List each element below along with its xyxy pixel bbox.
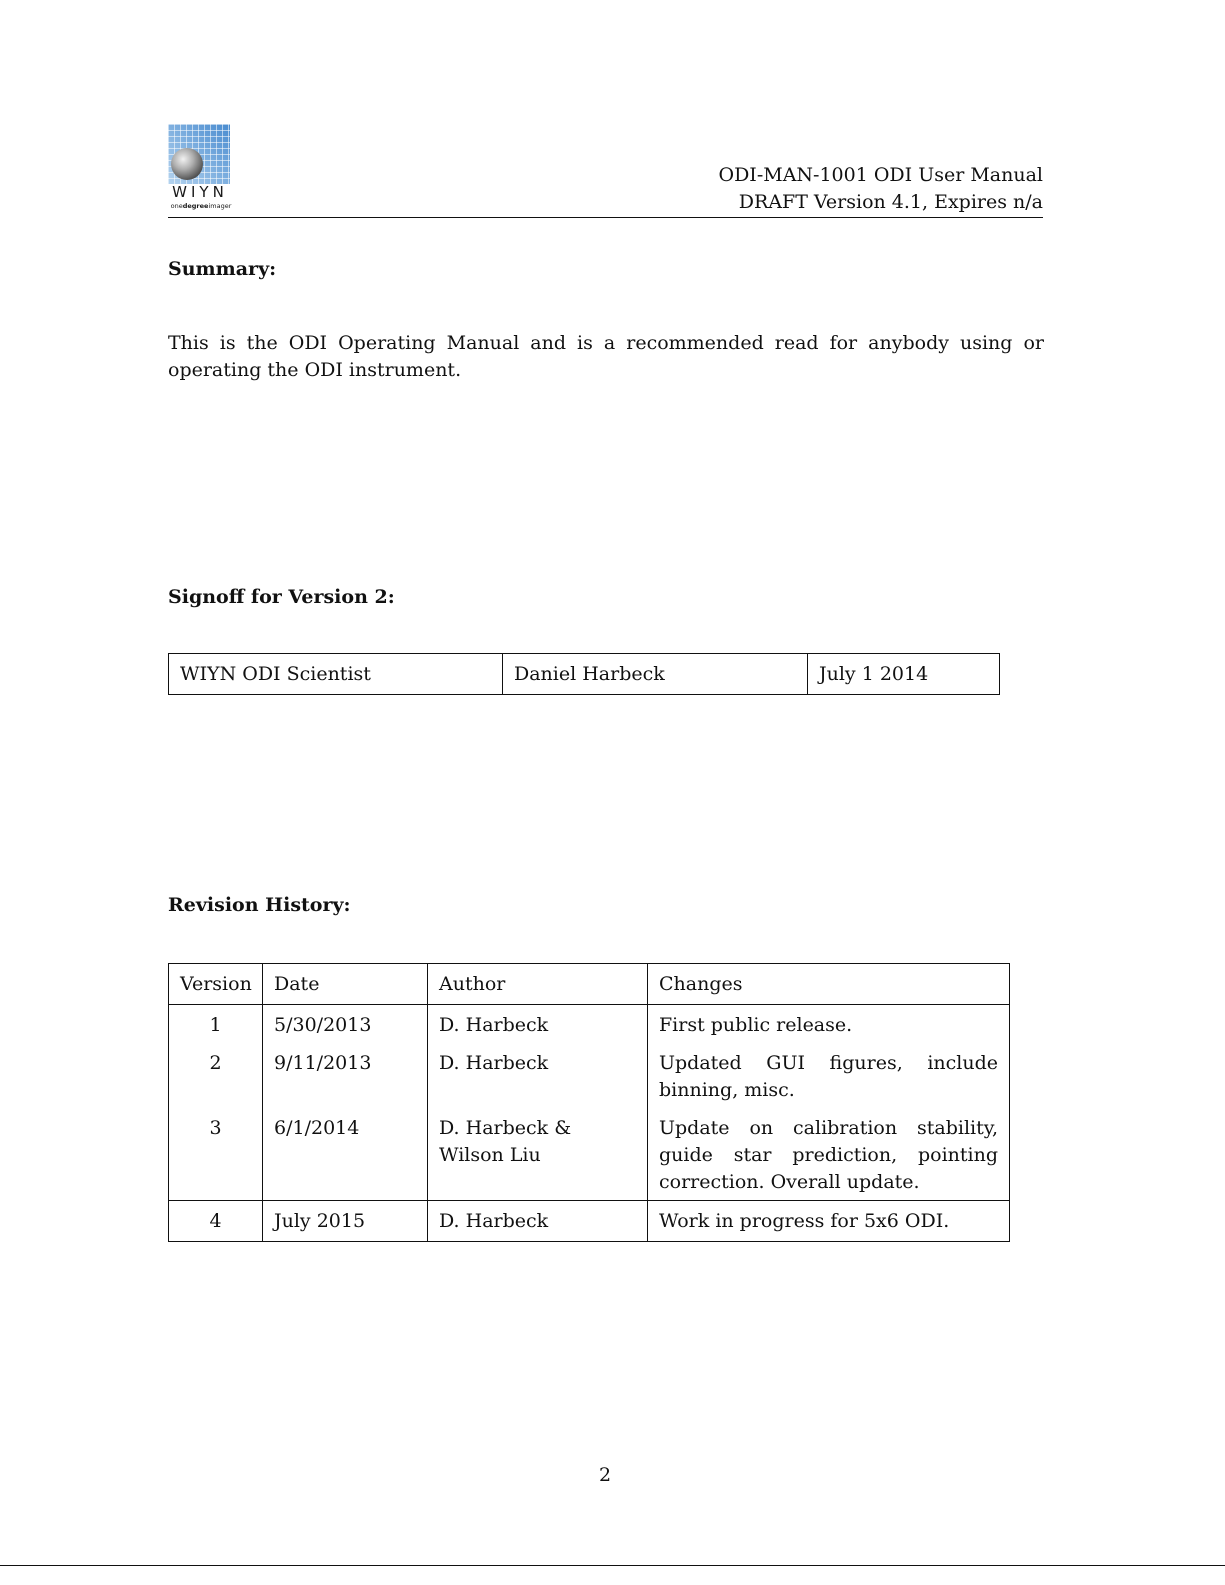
revision-version: 3 [169,1108,263,1201]
wiyn-odi-logo [168,124,232,212]
table-row [169,1043,1010,1108]
revision-changes: Updated GUI figures, include binning, misc. [648,1043,1010,1108]
revision-author: D. Harbeck [428,1201,648,1242]
signoff-table [168,653,1000,695]
revision-changes: Work in progress for 5x6 ODI. [648,1201,1010,1242]
document-version: DRAFT Version 4.1, Expires n/a [738,191,1043,213]
revision-heading: Revision History: [168,894,351,916]
column-header-version: Version [169,964,263,1005]
summary-text: This is the ODI Operating Manual and is a recommended read for anybody using or operating the ODI instrument. [168,332,1044,381]
revision-version: 1 [169,1005,263,1044]
revision-history-table [168,963,1010,1242]
logo-subtitle [168,202,234,210]
signoff-name: Daniel Harbeck [503,654,808,695]
signoff-role: WIYN ODI Scientist [169,654,503,695]
revision-author: D. Harbeck [428,1043,648,1108]
revision-version: 2 [169,1043,263,1108]
header-rule [168,217,1043,218]
logo-subtitle-prefix: one [170,202,183,210]
document-id-title: ODI-MAN-1001 ODI User Manual [718,164,1043,186]
revision-version: 4 [169,1201,263,1242]
summary-heading: Summary: [168,258,277,280]
table-row [169,1005,1010,1044]
table-row [169,1108,1010,1201]
revision-author: D. Harbeck & Wilson Liu [428,1108,648,1201]
revision-author: D. Harbeck [428,1005,648,1044]
logo-subtitle-suffix: imager [208,202,232,210]
logo-wordmark: WIYN [172,183,228,201]
table-header-row [169,964,1010,1005]
logo-subtitle-bold: degree [182,202,209,210]
signoff-heading: Signoff for Version 2: [168,586,395,608]
column-header-changes: Changes [648,964,1010,1005]
moon-icon [171,148,203,180]
table-row [169,654,1000,695]
page-bottom-rule [0,1565,1225,1566]
column-header-author: Author [428,964,648,1005]
revision-changes: Update on calibration stability, guide star prediction, pointing correction. Overall update. [648,1108,1010,1201]
revision-date: 9/11/2013 [263,1043,428,1108]
column-header-date: Date [263,964,428,1005]
revision-date: July 2015 [263,1201,428,1242]
page-number: 2 [598,1464,612,1486]
signoff-date: July 1 2014 [808,654,1000,695]
revision-date: 5/30/2013 [263,1005,428,1044]
table-row [169,1201,1010,1242]
revision-changes: First public release. [648,1005,1010,1044]
document-header [719,162,1044,216]
revision-date: 6/1/2014 [263,1108,428,1201]
